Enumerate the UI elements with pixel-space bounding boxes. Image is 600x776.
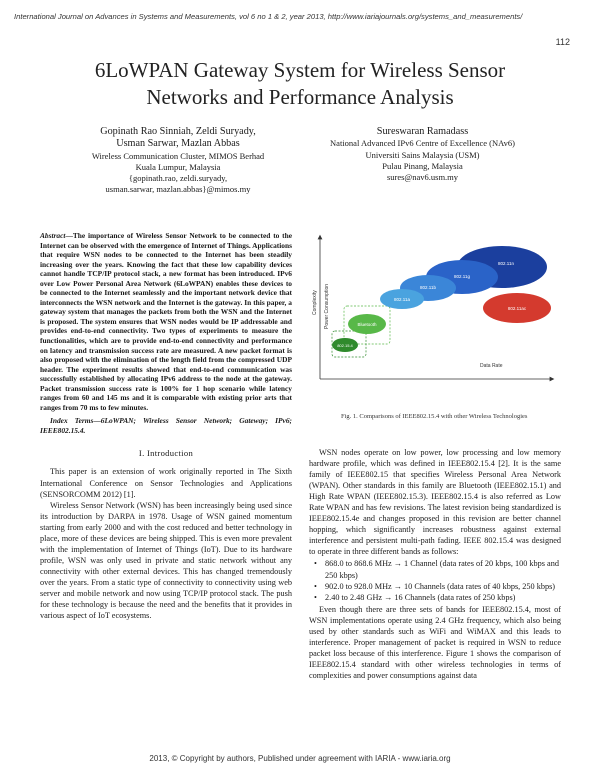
list-item (309, 592, 561, 603)
title-line-2: Networks and Performance Analysis (146, 85, 454, 109)
affiliation-right-1: National Advanced IPv6 Centre of Excellence (NAv6) (330, 138, 515, 149)
bubble-802-11a-label: 802.11a (394, 297, 410, 302)
bubble-802-11a (380, 289, 424, 309)
list-item (309, 558, 561, 580)
title-line-1: 6LoWPAN Gateway System for Wireless Sensor (94, 58, 506, 82)
index-terms: Index Terms—6LoWPAN; Wireless Sensor Network; Gateway; IPv6; IEEE802.15.4. (40, 416, 292, 435)
authors-left-block (60, 126, 296, 196)
right-paragraph-2: Even though there are three sets of bands for IEEE802.15.4, most of WSN implementations operate using 2.4 GHz frequency, which also being used by other standards such as WiFi and WiMAX and this leads to interference. Proper management of packet is required in WSN to reduce packet loss because of this interference. Figure 1 shows the comparison of IEEE802.15.4 standard with other wireless technologies in terms of complexities and power consumptions against data (309, 604, 561, 680)
bubble-802-15-4-label: 802.15.4 (337, 343, 353, 348)
band-item-text: 2.40 to 2.48 GHz → 16 Channels (data rates of 250 kbps) (325, 592, 516, 602)
journal-header: International Journal on Advances in Systems and Measurements, vol 6 no 1 & 2, year 2013, http://www.iariajournals.org/systems_and_measurements/ (14, 12, 523, 21)
comparison-chart (312, 231, 562, 391)
bubble-bluetooth (348, 314, 386, 334)
email-right: sures@nav6.usm.my (386, 172, 459, 183)
affiliation-right-2: Universiti Sains Malaysia (USM) (365, 149, 480, 160)
bubble-802-11g-label: 802.11g (454, 274, 470, 279)
location-right: Pulau Pinang, Malaysia (382, 160, 463, 171)
abstract (40, 231, 292, 412)
right-column (309, 447, 561, 681)
section-heading-introduction: I. Introduction (138, 448, 194, 459)
figure-caption: Fig. 1. Comparisons of IEEE802.15.4 with other Wireless Technologies (341, 413, 528, 420)
band-item-text: 868.0 to 868.6 MHz → 1 Channel (data rates of 20 kbps, 100 kbps and 250 kbps) (325, 559, 559, 580)
left-column (40, 231, 292, 621)
abstract-text: —The importance of Wireless Sensor Network to be connected to the Internet can be observed with the emergence of Internet of Things. Applications that require WSN nodes to be connected to the Internet has been steadily increasing over the years. Knowing the fact that these low capability devices cannot handle TCP/IP protocol stack, a new format has been introduced. IPv6 over Low Power Personal Area Network (6LoWPAN) enables these devices to be connected to the Internet seamlessly and the important network device that interconnects the WSN network and the Internet is the gateway. In this paper, a gateway system that manages the packets from both the WSN and the Internet is proposed. The system ensures that WSN nodes would be IP addressable and provides end-to-end connectivity. Two types of experiments to measure the functionalities, which are to provide end-to-end connectivity and performance on latency and transmission success rate are measured. A new packet format is also proposed with the elimination of the length field from the compressed UDP header. The experiment results showed that end-to-end communication was successfully established by allocating IPv6 address to the node at the gateway. Packet transmission success rate is 100% for 1 hop scenario while latency ranges from 60 and 145 ms and it is comparable with existing prior arts that ranges from 70 ms to few minutes. (40, 231, 292, 412)
location-left: Kuala Lumpur, Malaysia (135, 162, 221, 173)
page-footer: 2013, © Copyright by authors, Published under agreement with IARIA - www.iaria.org (149, 754, 451, 763)
y-axis-label-complexity: Complexity (312, 290, 318, 315)
intro-paragraph-2: Wireless Sensor Network (WSN) has been increasingly being used since its introduction by DARPA in 1978. Usage of WSN gained momentum starting from early 2000 and with the cost reduced and better technology in place, more of these devices are being shipped. This is even more prevalent with the implementation of Internet of Things (IoT). Due to its hardware profile, WSN was only used in private and static network without any connectivity with other external devices. This has changed tremendously over the years. From a static type of connectivity to connectivity using web server and mobile network and now using TCP/IP protocol stack. The push for these technology is because the need and the benefits that it provides in various aspect of IoT ecosystems. (40, 500, 292, 621)
author-names-line-1: Gopinath Rao Sinniah, Zeldi Suryady, (100, 126, 256, 137)
paper-title (40, 57, 560, 111)
figure-1 (312, 231, 562, 391)
band-list (309, 558, 561, 602)
bubble-802-15-4 (332, 338, 358, 352)
bullet-icon: • (314, 592, 317, 602)
author-names-line-2: Usman Sarwar, Mazlan Abbas (116, 138, 240, 150)
band-item-text: 902.0 to 928.0 MHz → 10 Channels (data rates of 40 kbps, 250 kbps) (325, 581, 556, 591)
bubble-802-11b-label: 802.11b (420, 285, 436, 290)
bubble-802-11n-label: 802.11n (498, 261, 514, 266)
affiliation-left: Wireless Communication Cluster, MIMOS Berhad (91, 150, 265, 161)
bubble-802-11ac (483, 293, 551, 323)
bubble-802-11ac-label: 802.11ac (507, 306, 527, 311)
abstract-label: Abstract (40, 231, 66, 240)
authors-right-block (300, 126, 545, 183)
page-number: 112 (555, 37, 570, 47)
list-item (309, 581, 561, 592)
y-axis-label-power: Power Consumption (324, 283, 330, 329)
bubble-bluetooth-label: Bluetooth (357, 322, 377, 327)
x-axis-label-data-rate: Data Rate (480, 363, 503, 369)
right-paragraph-1: WSN nodes operate on low power, low processing and low memory hardware profile, which was defined in IEEE802.15.4 [2]. It is the same family of IEEE802.15 that specifies Wireless Personal Area Network (WPAN). Other standards in this family are Bluetooth (IEEE802.15.1) and High Rate WPAN (IEEE802.15.3). IEEE802.15.4 is also referred as Low Rate WPAN and has few revisions. The latest revision being standardized is IEEE802.15.4e and changes proposed in this revision are better channel hopping, which significantly increases robustness against external interference and persistent multi-path fading. IEEE 802.15.4 was designed to operate in three different bands as follows: (309, 448, 561, 557)
intro-paragraph-1: This paper is an extension of work originally reported in The Sixth International Conference on Sensor Technologies and Applications (SENSORCOMM 2012) [1]. (40, 467, 292, 499)
author-name-right: Sureswaran Ramadass (376, 126, 469, 137)
email-left-line-1: {gopinath.rao, zeldi.suryady, (128, 173, 228, 184)
bullet-icon: • (314, 581, 317, 591)
bullet-icon: • (314, 559, 317, 569)
email-left-line-2: usman.sarwar, mazlan.abbas}@mimos.my (105, 184, 251, 195)
